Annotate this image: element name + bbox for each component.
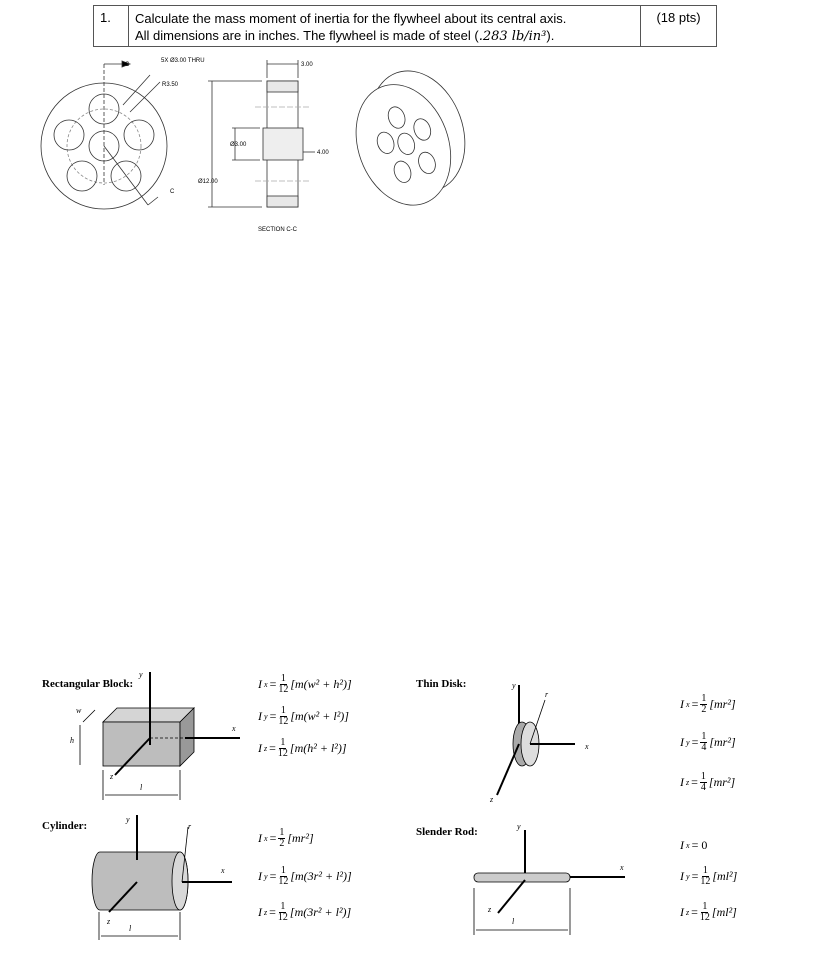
fraction-denominator: 12 (699, 912, 710, 923)
disk-y-axis-label: y (512, 681, 516, 690)
formula-body: [ml²] (712, 869, 738, 883)
formula-symbol: I (680, 869, 684, 883)
section-label: SECTION C-C (258, 227, 297, 233)
fraction-denominator: 12 (277, 748, 288, 759)
equals-sign: = (269, 869, 277, 883)
fraction (700, 902, 710, 923)
fraction-denominator: 4 (700, 782, 706, 793)
formula-cyl-y (258, 866, 352, 887)
fraction (278, 706, 288, 727)
thin-disk-label: Thin Disk: (416, 678, 467, 690)
formula-body: [mr²] (709, 735, 736, 749)
width-dim: 3.00 (301, 62, 313, 68)
section-mark-bottom: C (170, 189, 175, 195)
rect-h-label: h (70, 736, 74, 745)
formula-body: [mr²] (708, 775, 736, 789)
rect-block-figure (80, 672, 240, 800)
equals-sign: = (691, 775, 698, 789)
fraction-denominator: 2 (701, 704, 707, 715)
formula-subscript: x (264, 834, 268, 843)
equals-sign: = (269, 709, 277, 723)
formula-rod-z (680, 902, 737, 923)
formula-cyl-x (258, 828, 314, 849)
disk-z-axis-label: z (490, 795, 494, 804)
section-mark-top: C (125, 62, 130, 68)
formula-body: [m(h² + l²)] (289, 741, 347, 755)
formula-body: [mr²] (287, 831, 314, 845)
rect-x-axis-label: x (232, 724, 236, 733)
formula-disk-y (680, 732, 736, 753)
disk-x-axis-label: x (585, 742, 589, 751)
thin-disk-figure (497, 685, 575, 795)
formula-symbol: I (680, 905, 684, 919)
cylinder-figure (92, 815, 232, 940)
fraction-numerator: 1 (700, 771, 706, 782)
fraction-numerator: 1 (280, 737, 286, 748)
rod-y-axis-label: y (517, 822, 521, 831)
fraction (278, 902, 288, 923)
formula-disk-x (680, 694, 736, 715)
outer-dia-dim: Ø12.00 (198, 179, 218, 185)
fraction (700, 866, 710, 887)
cyl-l-label: l (129, 924, 132, 933)
radius-note: R3.50 (162, 82, 179, 88)
formula-subscript: z (686, 778, 690, 787)
formula-symbol: I (258, 741, 262, 755)
fraction (700, 772, 707, 793)
formula-body: [m(3r² + l²)] (289, 905, 352, 919)
equals-sign: = (269, 831, 277, 845)
hub-len-dim: 4.00 (317, 150, 329, 156)
formula-symbol: I (258, 905, 262, 919)
rod-x-axis-label: x (620, 863, 624, 872)
fraction-numerator: 1 (280, 673, 286, 684)
equals-sign: = (269, 905, 276, 919)
fraction (278, 866, 288, 887)
rect-block-label: Rectangular Block: (42, 678, 134, 690)
slender-rod-label: Slender Rod: (416, 826, 478, 838)
fraction-numerator: 1 (701, 693, 707, 704)
formula-body: [mr²] (709, 697, 736, 711)
formula-body: [m(3r² + l²)] (290, 869, 352, 883)
formula-subscript: z (264, 744, 268, 753)
rect-l-label: l (140, 783, 143, 792)
fraction (278, 738, 288, 759)
formula-symbol: I (258, 677, 262, 691)
formula-value: = 0 (691, 838, 708, 852)
fraction-denominator: 12 (278, 876, 289, 887)
fraction-numerator: 1 (280, 705, 286, 716)
density-value: .283 lb/in³ (478, 29, 547, 44)
rod-l-label: l (512, 917, 515, 926)
fraction-numerator: 1 (280, 865, 286, 876)
cylinder-label: Cylinder: (42, 820, 88, 832)
cyl-y-axis-label: y (126, 815, 130, 824)
formula-subscript: z (264, 908, 268, 917)
formula-symbol: I (680, 775, 684, 789)
fraction (278, 828, 285, 849)
equals-sign: = (691, 735, 699, 749)
formula-body: [ml²] (711, 905, 737, 919)
formula-subscript: x (686, 700, 690, 709)
formula-subscript: y (264, 712, 268, 721)
formula-symbol: I (258, 831, 262, 845)
formula-disk-z (680, 772, 735, 793)
formula-subscript: y (264, 872, 268, 881)
equals-sign: = (691, 697, 699, 711)
slender-rod-figure (474, 830, 625, 935)
formula-subscript: y (686, 872, 690, 881)
formula-symbol: I (680, 697, 684, 711)
formula-rect-y (258, 706, 349, 727)
fraction-numerator: 1 (279, 827, 285, 838)
formula-rect-x (258, 674, 352, 695)
rect-y-axis-label: y (139, 670, 143, 679)
fraction-numerator: 1 (702, 901, 708, 912)
fraction (700, 694, 707, 715)
equals-sign: = (269, 741, 276, 755)
formula-subscript: z (686, 908, 690, 917)
equals-sign: = (691, 869, 699, 883)
formula-subscript: x (686, 841, 690, 850)
rod-z-axis-label: z (488, 905, 492, 914)
fraction-denominator: 12 (278, 684, 289, 695)
question-line-2-text: All dimensions are in inches. The flywheel is made of steel ( (135, 28, 479, 43)
disk-r-label: r (545, 690, 549, 699)
fraction-numerator: 1 (701, 731, 707, 742)
fraction-denominator: 12 (278, 716, 289, 727)
fraction (278, 674, 288, 695)
formula-rod-ix (680, 838, 707, 853)
cyl-z-axis-label: z (107, 917, 111, 926)
fraction-denominator: 12 (700, 876, 711, 887)
equals-sign: = (691, 905, 698, 919)
formula-body: [m(w² + h²)] (290, 677, 352, 691)
fraction-denominator: 4 (701, 742, 707, 753)
formula-symbol: I (258, 709, 262, 723)
rect-z-axis-label: z (110, 772, 114, 781)
fraction-denominator: 2 (279, 838, 285, 849)
fraction-numerator: 1 (702, 865, 708, 876)
question-number: 1. (94, 6, 129, 46)
hub-dia-dim: Ø3.00 (230, 142, 247, 148)
equals-sign: = (269, 677, 277, 691)
formula-symbol: I (258, 869, 262, 883)
formula-subscript: x (264, 680, 268, 689)
formula-cyl-z (258, 902, 351, 923)
formula-body: [m(w² + l²)] (290, 709, 349, 723)
formula-symbol: I (680, 735, 684, 749)
holes-note: 5X Ø3.00 THRU (161, 58, 205, 64)
rect-w-label: w (76, 706, 82, 715)
fraction-denominator: 12 (277, 912, 288, 923)
formula-rect-z (258, 738, 347, 759)
cyl-r-label: r (188, 822, 192, 831)
fraction (700, 732, 707, 753)
cyl-x-axis-label: x (221, 866, 225, 875)
formula-subscript: y (686, 738, 690, 747)
question-points: (18 pts) (656, 10, 701, 25)
formula-rod-y (680, 866, 737, 887)
question-line-2-end: ). (546, 28, 555, 43)
formula-symbol: I (680, 838, 684, 852)
question-line-1: Calculate the mass moment of inertia for the flywheel about its central axis. (135, 11, 567, 26)
fraction-numerator: 1 (280, 901, 286, 912)
